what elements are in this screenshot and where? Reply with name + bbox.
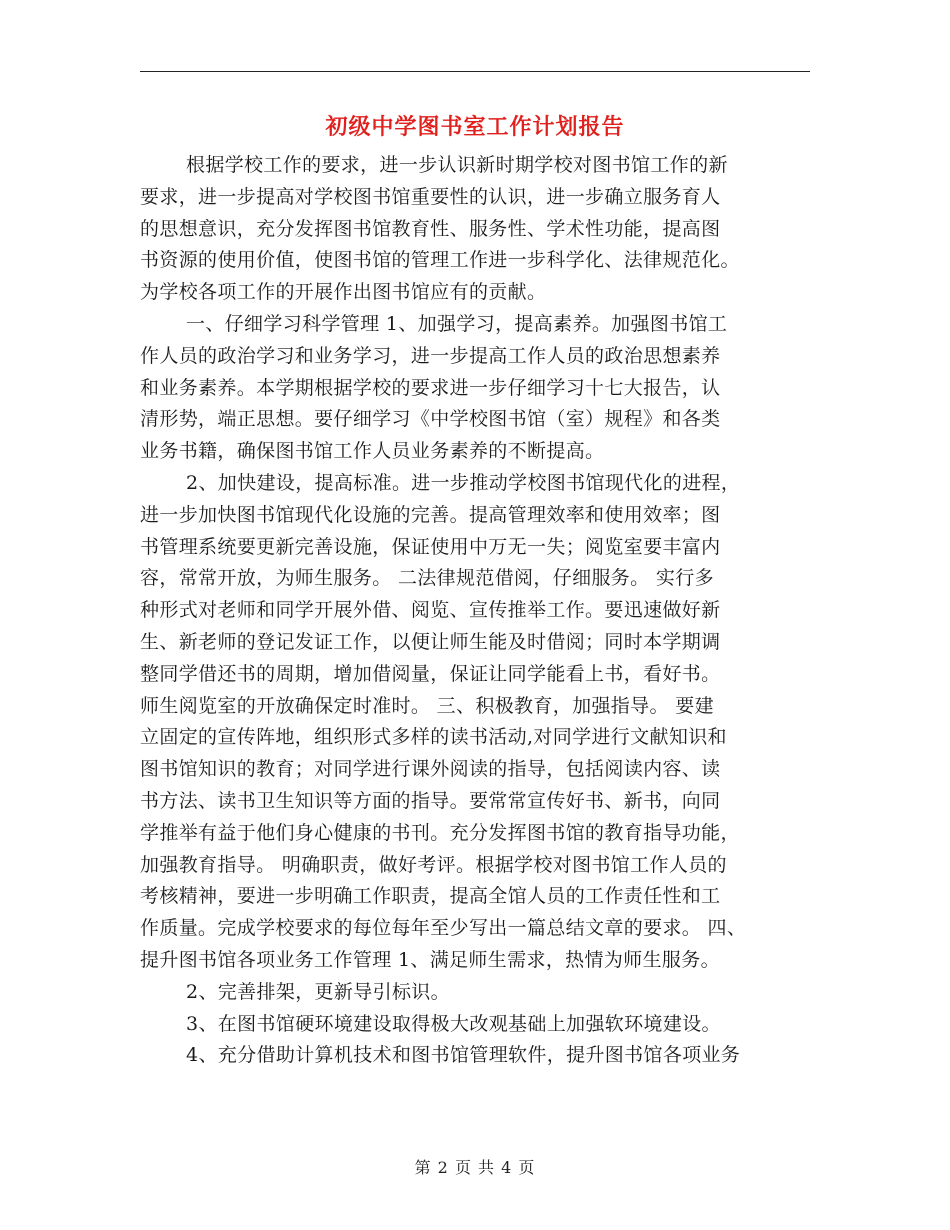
text-line: 学推举有益于他们身心健康的书刊。充分发挥图书馆的教育指导功能， [140, 821, 740, 844]
text-line: 师生阅览室的开放确保定时准时。 三、积极教育，加强指导。 要建 [140, 694, 714, 717]
text-line: 要求，进一步提高对学校图书馆重要性的认识，进一步确立服务育人 [140, 185, 721, 208]
page-footer: 第 2 页 共 4 页 [414, 1158, 536, 1177]
text-line: 业务书籍，确保图书馆工作人员业务素养的不断提高。 [140, 440, 605, 463]
text-line: 提升图书馆各项业务工作管理 1、满足师生需求，热情为师生服务。 [140, 948, 720, 971]
text-line: 和业务素养。本学期根据学校的要求进一步仔细学习十七大报告，认 [140, 376, 721, 399]
text-line: 种形式对老师和同学开展外借、阅览、宣传推举工作。要迅速做好新 [140, 599, 721, 622]
text-line: 整同学借还书的周期，增加借阅量，保证让同学能看上书，看好书。 [140, 662, 721, 685]
text-line: 3、在图书馆硬环境建设取得极大改观基础上加强软环境建设。 [186, 1012, 721, 1035]
text-line: 一、仔细学习科学管理 1、加强学习，提高素养。加强图书馆工 [186, 312, 728, 335]
text-line: 立固定的宣传阵地，组织形式多样的读书活动,对同学进行文献知识和 [140, 726, 727, 749]
text-line: 进一步加快图书馆现代化设施的完善。提高管理效率和使用效率；图 [140, 503, 721, 526]
text-line: 考核精神，要进一步明确工作职责，提高全馆人员的工作责任性和工 [140, 885, 721, 908]
text-line: 书方法、读书卫生知识等方面的指导。要常常宣传好书、新书，向同 [140, 789, 721, 812]
text-line: 书管理系统要更新完善设施，保证使用中万无一失；阅览室要丰富内 [140, 535, 721, 558]
text-line: 容，常常开放，为师生服务。 二法律规范借阅，仔细服务。 实行多 [140, 567, 714, 590]
text-line: 生、新老师的登记发证工作，以便让师生能及时借阅；同时本学期调 [140, 630, 721, 653]
text-line: 图书馆知识的教育；对同学进行课外阅读的指导，包括阅读内容、读 [140, 758, 721, 781]
text-line: 加强教育指导。 明确职责，做好考评。根据学校对图书馆工作人员的 [140, 853, 727, 876]
text-line: 作质量。完成学校要求的每位每年至少写出一篇总结文章的要求。 四、 [140, 917, 747, 940]
header-rule [140, 71, 810, 72]
text-line: 作人员的政治学习和业务学习，进一步提高工作人员的政治思想素养 [140, 344, 721, 367]
text-line: 为学校各项工作的开展作出图书馆应有的贡献。 [140, 281, 547, 304]
text-line: 的思想意识，充分发挥图书馆教育性、服务性、学术性功能，提高图 [140, 217, 721, 240]
text-line: 根据学校工作的要求，进一步认识新时期学校对图书馆工作的新 [186, 154, 728, 176]
text-line: 书资源的使用价值，使图书馆的管理工作进一步科学化、法律规范化。 [140, 249, 740, 272]
text-line: 4、充分借助计算机技术和图书馆管理软件，提升图书馆各项业务 [186, 1044, 741, 1067]
document-title: 初级中学图书室工作计划报告 [325, 114, 625, 140]
text-line: 2、加快建设，提高标准。进一步推动学校图书馆现代化的进程， [186, 471, 741, 494]
document-body [140, 150, 812, 1072]
text-line: 2、完善排架，更新导引标识。 [186, 980, 450, 1003]
text-line: 清形势，端正思想。要仔细学习《中学校图书馆（室）规程》和各类 [140, 408, 721, 431]
